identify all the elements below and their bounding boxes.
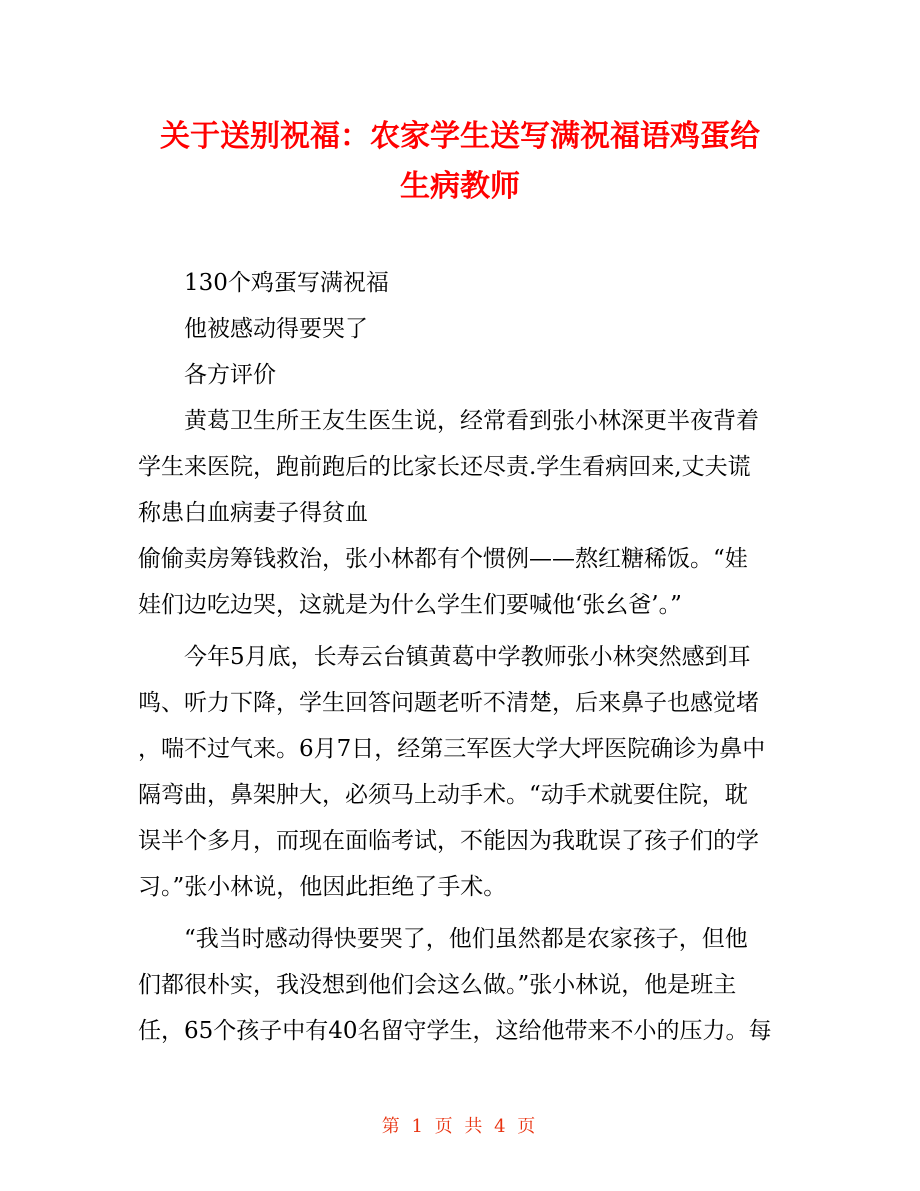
paragraph-line: 今年5月底，长寿云台镇黄葛中学教师张小林突然感到耳 <box>184 644 751 670</box>
paragraph-line: 称患白血病妻子得贫血 <box>138 500 368 526</box>
paragraph-line: 偷偷卖房筹钱救治，张小林都有个惯例——熬红糖稀饭。“娃 <box>138 546 748 572</box>
paragraph-line: 习。”张小林说，他因此拒绝了手术。 <box>138 874 507 900</box>
title-line-2: 生病教师 <box>400 169 520 204</box>
paragraph-line: 隔弯曲，鼻架肿大，必须马上动手术。“动手术就要住院，耽 <box>138 782 748 808</box>
paragraph-line: 娃们边吃边哭，这就是为什么学生们要喊他‘张幺爸’。” <box>138 592 682 618</box>
paragraph-line: 鸣、听力下降，学生回答问题老听不清楚，后来鼻子也感觉堵 <box>138 690 759 716</box>
heading-line: 各方评价 <box>184 362 276 388</box>
paragraph-line: “我当时感动得快要哭了，他们虽然都是农家孩子，但他 <box>184 926 748 952</box>
paragraph-line: 学生来医院，跑前跑后的比家长还尽责.学生看病回来,丈夫谎 <box>138 454 751 480</box>
paragraph-line: 们都很朴实，我没想到他们会这么做。”张小林说，他是班主 <box>138 972 737 998</box>
paragraph-line: 误半个多月，而现在面临考试，不能因为我耽误了孩子们的学 <box>138 828 759 854</box>
title-line-1: 关于送别祝福：农家学生送写满祝福语鸡蛋给 <box>160 119 760 154</box>
heading-line: 130个鸡蛋写满祝福 <box>184 270 389 296</box>
heading-line: 他被感动得要哭了 <box>184 316 368 342</box>
document-body <box>138 260 786 1054</box>
page-number-footer: 第 1 页 共 4 页 <box>381 1116 539 1137</box>
paragraph-line: 黄葛卫生所王友生医生说，经常看到张小林深更半夜背着 <box>184 408 759 434</box>
paragraph-line: ，喘不过气来。6月7日，经第三军医大学大坪医院确诊为鼻中 <box>138 736 766 762</box>
paragraph-line: 任，65个孩子中有40名留守学生，这给他带来不小的压力。每 <box>138 1018 772 1044</box>
document-title <box>120 112 800 212</box>
